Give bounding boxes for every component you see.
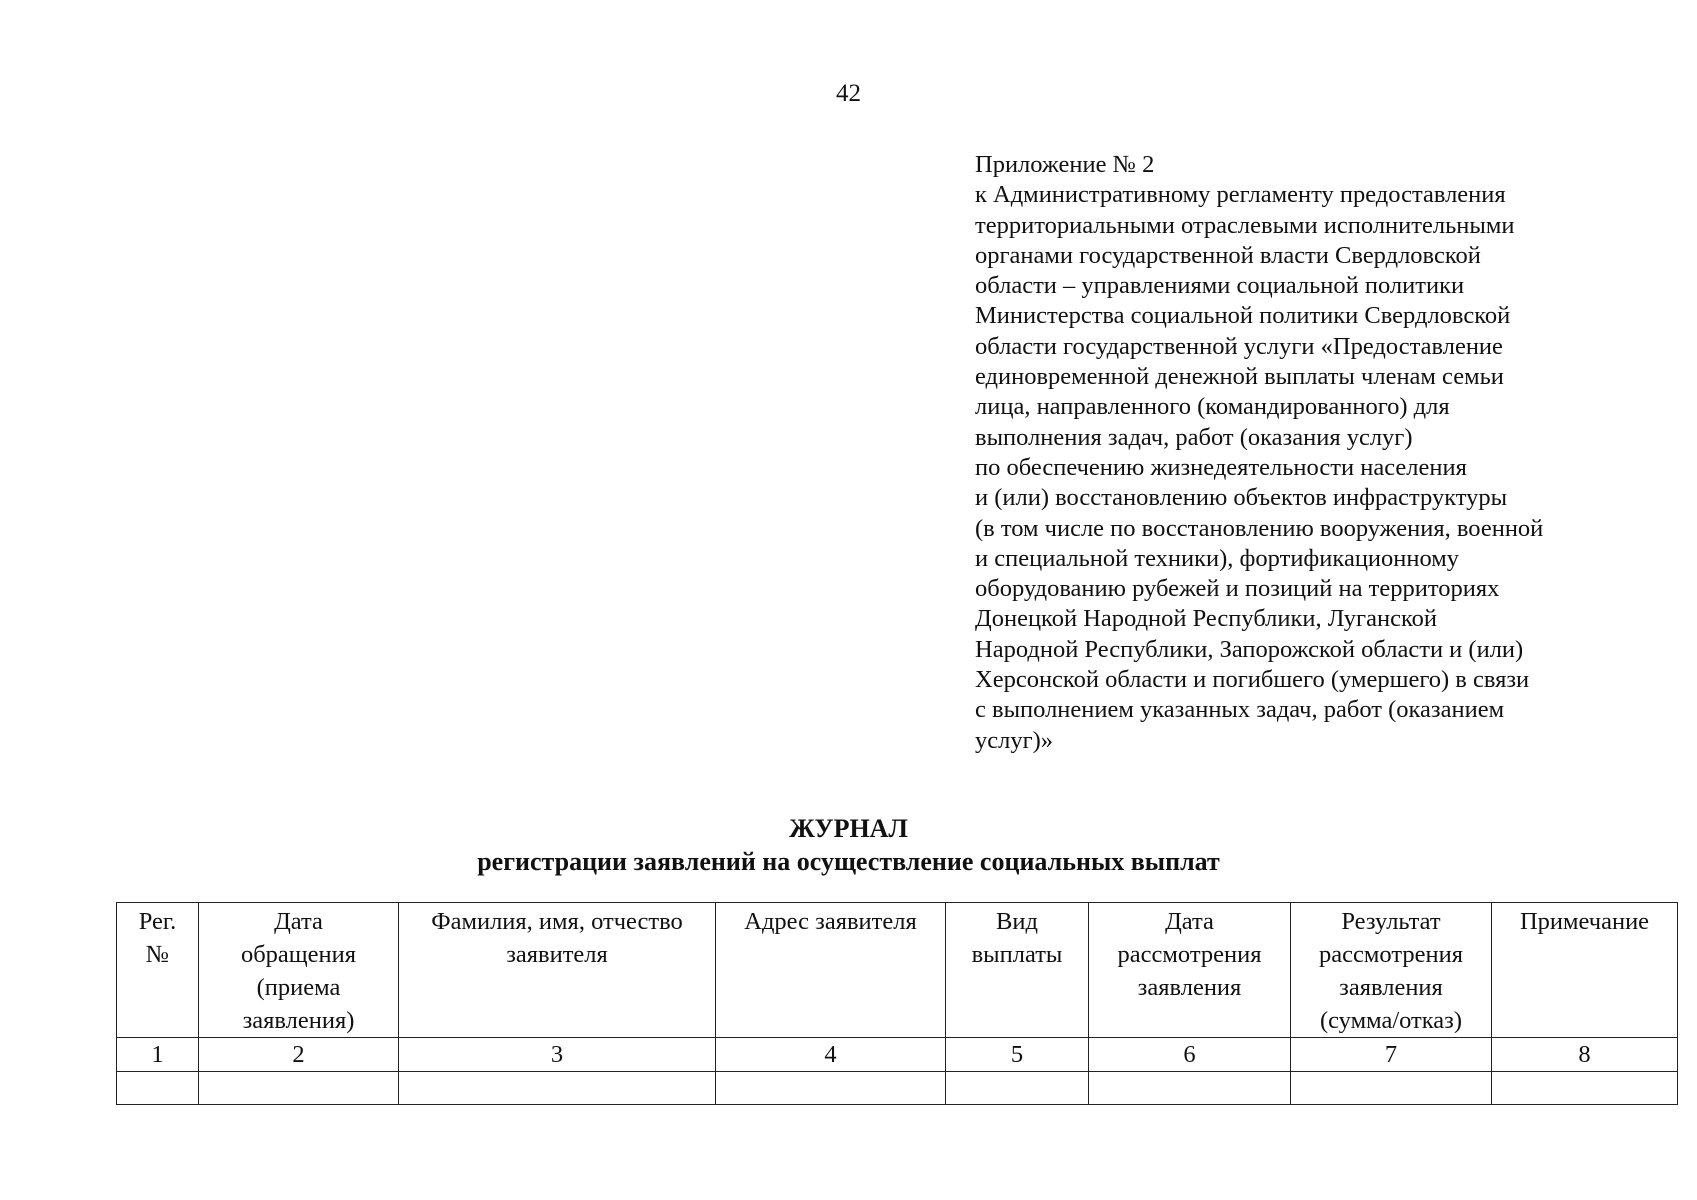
empty-cell	[1492, 1072, 1678, 1105]
page-number: 42	[836, 80, 861, 107]
column-header-payment-type	[946, 903, 1089, 1038]
header-line: заявления)	[242, 1007, 355, 1034]
header-line: Адрес заявителя	[744, 908, 917, 935]
journal-subtitle: регистрации заявлений на осуществление социальных выплат	[477, 847, 1220, 876]
header-line: Фамилия, имя, отчество	[431, 908, 683, 935]
header-line: Дата	[274, 908, 323, 935]
appendix-line: Приложение № 2	[975, 151, 1155, 178]
appendix-line: Донецкой Народной Республики, Луганской	[975, 605, 1437, 633]
header-line: Результат	[1341, 908, 1441, 935]
header-row	[117, 903, 1678, 1038]
empty-cell	[1089, 1072, 1291, 1105]
table-row	[117, 1072, 1678, 1105]
header-line: обращения	[240, 941, 357, 968]
column-number: 2	[199, 1038, 399, 1072]
column-number-row	[117, 1038, 1678, 1072]
empty-cell	[199, 1072, 399, 1105]
appendix-line: области государственной услуги «Предоставление	[975, 332, 1503, 360]
column-header-review-result	[1291, 903, 1492, 1038]
appendix-line: Министерства социальной политики Свердловской	[975, 302, 1511, 330]
column-header-applicant-address	[716, 903, 946, 1038]
column-number: 7	[1291, 1038, 1492, 1072]
appendix-line: области – управлениями социальной политики	[975, 272, 1465, 300]
appendix-line: органами государственной власти Свердловской	[975, 241, 1481, 269]
column-number: 5	[946, 1038, 1089, 1072]
appendix-line: оборудованию рубежей и позиций на территориях	[975, 575, 1500, 603]
header-line: рассмотрения	[1319, 941, 1463, 968]
column-number: 3	[399, 1038, 716, 1072]
column-number: 6	[1089, 1038, 1291, 1072]
header-line: Дата	[1165, 908, 1214, 935]
appendix-line: и (или) восстановлению объектов инфраструктуры	[975, 484, 1508, 512]
header-line: (сумма/отказ)	[1319, 1007, 1463, 1034]
appendix-line: территориальными отраслевыми исполнительными	[975, 211, 1515, 239]
header-line: (приема	[256, 974, 341, 1001]
appendix-line: с выполнением указанных задач, работ (оказанием	[975, 696, 1505, 724]
header-line: Рег.	[138, 908, 177, 935]
empty-cell	[716, 1072, 946, 1105]
appendix-line: к Административному регламенту предоставления	[975, 181, 1506, 209]
appendix-line: и специальной техники), фортификационному	[975, 544, 1460, 572]
empty-cell	[117, 1072, 199, 1105]
appendix-line: (в том числе по восстановлению вооружения, военной	[975, 514, 1544, 542]
appendix-line: Народной Республики, Запорожской области и (или)	[975, 635, 1524, 663]
header-line: заявления	[1137, 974, 1242, 1001]
appendix-line: Херсонской области и погибшего (умершего) в связи	[975, 666, 1530, 694]
column-number: 8	[1492, 1038, 1678, 1072]
appendix-line: услуг)»	[975, 726, 1054, 754]
header-line: заявителя	[506, 941, 608, 968]
journal-table	[116, 902, 1678, 1105]
journal-title: ЖУРНАЛ	[789, 814, 908, 843]
header-line: Вид	[996, 908, 1038, 935]
header-line: №	[145, 941, 170, 968]
header-line: рассмотрения	[1117, 941, 1262, 968]
appendix-line: лица, направленного (командированного) для	[975, 393, 1450, 421]
column-header-note	[1492, 903, 1678, 1038]
appendix-line: выполнения задач, работ (оказания услуг)	[975, 423, 1413, 451]
column-header-review-date	[1089, 903, 1291, 1038]
appendix-block	[975, 150, 1635, 756]
empty-cell	[946, 1072, 1089, 1105]
column-header-request-date	[199, 903, 399, 1038]
empty-cell	[399, 1072, 716, 1105]
empty-cell	[1291, 1072, 1492, 1105]
header-line: заявления	[1339, 974, 1443, 1001]
column-header-applicant-name	[399, 903, 716, 1038]
column-header-reg-number	[117, 903, 199, 1038]
header-line: выплаты	[971, 941, 1063, 968]
appendix-line: единовременной денежной выплаты членам семьи	[975, 363, 1504, 391]
column-number: 1	[117, 1038, 199, 1072]
header-line: Примечание	[1519, 908, 1650, 935]
column-number: 4	[716, 1038, 946, 1072]
appendix-line: по обеспечению жизнедеятельности населения	[975, 453, 1467, 481]
